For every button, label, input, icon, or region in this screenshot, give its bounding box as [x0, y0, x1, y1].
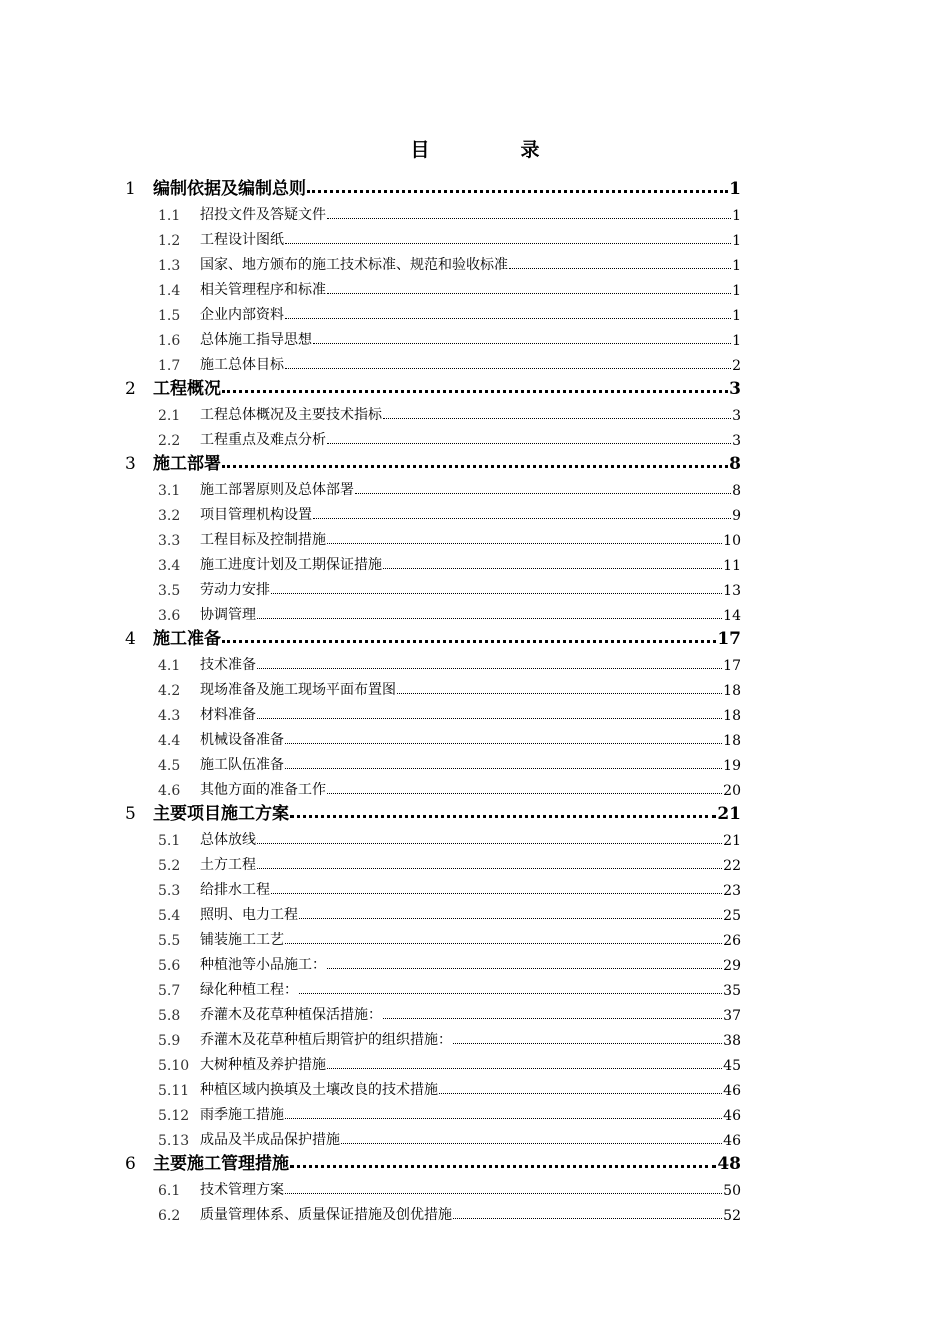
toc-entry-page-number: 1 [732, 308, 741, 324]
toc-entry-number: 3.5 [158, 583, 181, 599]
toc-entry-title: 材料准备 [200, 707, 256, 723]
toc-chapter-entry[interactable] [125, 1149, 741, 1174]
toc-dot-leader [257, 866, 722, 869]
toc-entry-page-number: 8 [729, 454, 741, 474]
toc-dot-leader [453, 1216, 722, 1219]
toc-entry-number: 1.7 [158, 358, 181, 374]
toc-entry-page-number: 26 [723, 933, 741, 949]
toc-entry-page-number: 35 [723, 983, 741, 999]
toc-entry-title: 工程目标及控制措施 [200, 532, 326, 548]
toc-section-entry[interactable] [125, 349, 741, 374]
toc-entry-page-number: 52 [723, 1208, 741, 1224]
toc-entry-page-number: 50 [723, 1183, 741, 1199]
toc-entry-title: 技术管理方案 [200, 1182, 284, 1198]
toc-entry-title: 工程设计图纸 [200, 232, 284, 248]
toc-entry-title: 照明、电力工程 [200, 907, 298, 923]
toc-dot-leader [285, 941, 722, 944]
toc-entry-number: 6 [125, 1154, 136, 1174]
toc-entry-title: 工程概况 [153, 379, 221, 399]
toc-section-entry[interactable] [125, 899, 741, 924]
toc-entry-number: 6.2 [158, 1208, 181, 1224]
toc-section-entry[interactable] [125, 274, 741, 299]
toc-entry-number: 2 [125, 379, 136, 399]
toc-dot-leader [327, 791, 722, 794]
toc-entry-title: 技术准备 [200, 657, 256, 673]
toc-section-entry[interactable] [125, 1074, 741, 1099]
toc-entry-page-number: 13 [723, 583, 741, 599]
toc-entry-number: 3.2 [158, 508, 181, 524]
toc-entry-number: 5.2 [158, 858, 181, 874]
toc-dot-leader [285, 316, 731, 319]
toc-entry-title: 工程总体概况及主要技术指标 [200, 407, 382, 423]
toc-dot-leader [257, 841, 722, 844]
toc-entry-number: 5.12 [158, 1108, 190, 1124]
toc-dot-leader [383, 566, 722, 569]
toc-dot-leader [290, 813, 716, 818]
toc-entry-title: 铺装施工工艺 [200, 932, 284, 948]
toc-entry-number: 4.4 [158, 733, 181, 749]
toc-entry-title: 种植池等小品施工： [200, 957, 326, 973]
toc-entry-title: 总体放线 [200, 832, 256, 848]
toc-entry-title: 乔灌木及花草种植后期管护的组织措施： [200, 1032, 452, 1048]
toc-entry-page-number: 17 [717, 629, 741, 649]
toc-dot-leader [327, 966, 722, 969]
toc-entry-title: 施工总体目标 [200, 357, 284, 373]
toc-entry-title: 项目管理机构设置 [200, 507, 312, 523]
toc-dot-leader [383, 416, 731, 419]
toc-section-entry[interactable] [125, 774, 741, 799]
table-of-contents [125, 174, 741, 1224]
toc-dot-leader [299, 991, 722, 994]
toc-dot-leader [222, 638, 716, 643]
toc-entry-title: 乔灌木及花草种植保活措施： [200, 1007, 382, 1023]
toc-chapter-entry[interactable] [125, 624, 741, 649]
toc-entry-title: 施工部署原则及总体部署 [200, 482, 354, 498]
toc-entry-title: 种植区域内换填及土壤改良的技术措施 [200, 1082, 438, 1098]
toc-dot-leader [222, 388, 728, 393]
page-title: 目 录 [410, 139, 576, 161]
toc-entry-title: 国家、地方颁布的施工技术标准、规范和验收标准 [200, 257, 508, 273]
toc-entry-page-number: 23 [723, 883, 741, 899]
toc-section-entry[interactable] [125, 699, 741, 724]
toc-entry-number: 5.9 [158, 1033, 181, 1049]
toc-entry-title: 大树种植及养护措施 [200, 1057, 326, 1073]
toc-section-entry[interactable] [125, 549, 741, 574]
toc-entry-number: 5.13 [158, 1133, 190, 1149]
toc-dot-leader [271, 591, 722, 594]
toc-entry-title: 现场准备及施工现场平面布置图 [200, 682, 396, 698]
toc-section-entry[interactable] [125, 999, 741, 1024]
toc-entry-page-number: 1 [732, 258, 741, 274]
toc-entry-title: 企业内部资料 [200, 307, 284, 323]
toc-entry-number: 5.10 [158, 1058, 190, 1074]
toc-dot-leader [313, 341, 731, 344]
toc-chapter-entry[interactable] [125, 174, 741, 199]
toc-section-entry[interactable] [125, 424, 741, 449]
toc-entry-title: 相关管理程序和标准 [200, 282, 326, 298]
toc-entry-page-number: 1 [732, 333, 741, 349]
toc-entry-number: 3.3 [158, 533, 181, 549]
toc-entry-page-number: 46 [723, 1083, 741, 1099]
toc-entry-title: 工程重点及难点分析 [200, 432, 326, 448]
toc-dot-leader [439, 1091, 722, 1094]
toc-entry-page-number: 3 [732, 408, 741, 424]
toc-section-entry[interactable] [125, 399, 741, 424]
toc-entry-number: 5 [125, 804, 136, 824]
toc-entry-title: 给排水工程 [200, 882, 270, 898]
toc-dot-leader [285, 366, 731, 369]
toc-entry-page-number: 22 [723, 858, 741, 874]
toc-entry-page-number: 1 [732, 233, 741, 249]
toc-entry-page-number: 48 [717, 1154, 741, 1174]
toc-entry-title: 劳动力安排 [200, 582, 270, 598]
toc-entry-number: 5.6 [158, 958, 181, 974]
toc-entry-page-number: 45 [723, 1058, 741, 1074]
toc-entry-page-number: 46 [723, 1133, 741, 1149]
toc-section-entry[interactable] [125, 924, 741, 949]
toc-dot-leader [285, 1116, 722, 1119]
toc-entry-number: 4.3 [158, 708, 181, 724]
toc-entry-page-number: 21 [723, 833, 741, 849]
toc-entry-title: 施工队伍准备 [200, 757, 284, 773]
toc-entry-number: 1 [125, 179, 136, 199]
toc-chapter-entry[interactable] [125, 449, 741, 474]
toc-dot-leader [290, 1163, 716, 1168]
toc-dot-leader [285, 241, 731, 244]
toc-entry-page-number: 20 [723, 783, 741, 799]
toc-section-entry[interactable] [125, 824, 741, 849]
toc-entry-page-number: 1 [732, 208, 741, 224]
toc-entry-number: 4.2 [158, 683, 181, 699]
toc-dot-leader [327, 291, 731, 294]
toc-dot-leader [257, 616, 722, 619]
toc-entry-number: 4.6 [158, 783, 181, 799]
toc-chapter-entry[interactable] [125, 799, 741, 824]
toc-entry-number: 5.4 [158, 908, 181, 924]
toc-section-entry[interactable] [125, 224, 741, 249]
toc-entry-page-number: 1 [732, 283, 741, 299]
toc-entry-number: 6.1 [158, 1183, 181, 1199]
toc-section-entry[interactable] [125, 749, 741, 774]
toc-section-entry[interactable] [125, 1199, 741, 1224]
toc-entry-number: 2.2 [158, 433, 181, 449]
toc-entry-number: 1.3 [158, 258, 181, 274]
toc-dot-leader [453, 1041, 722, 1044]
toc-entry-number: 3.1 [158, 483, 181, 499]
toc-chapter-entry[interactable] [125, 374, 741, 399]
toc-section-entry[interactable] [125, 1049, 741, 1074]
toc-entry-title: 成品及半成品保护措施 [200, 1132, 340, 1148]
toc-entry-page-number: 18 [723, 708, 741, 724]
toc-entry-title: 其他方面的准备工作 [200, 782, 326, 798]
toc-entry-number: 5.11 [158, 1083, 190, 1099]
toc-entry-title: 施工准备 [153, 629, 221, 649]
toc-entry-number: 1.2 [158, 233, 181, 249]
toc-section-entry[interactable] [125, 949, 741, 974]
toc-entry-title: 主要项目施工方案 [153, 804, 289, 824]
toc-section-entry[interactable] [125, 199, 741, 224]
toc-entry-page-number: 29 [723, 958, 741, 974]
toc-section-entry[interactable] [125, 499, 741, 524]
toc-section-entry[interactable] [125, 1124, 741, 1149]
toc-dot-leader [222, 463, 728, 468]
toc-entry-number: 3 [125, 454, 136, 474]
toc-entry-number: 1.6 [158, 333, 181, 349]
toc-entry-number: 4.1 [158, 658, 181, 674]
toc-entry-number: 1.1 [158, 208, 181, 224]
toc-dot-leader [313, 516, 731, 519]
toc-section-entry[interactable] [125, 674, 741, 699]
toc-entry-number: 5.5 [158, 933, 181, 949]
toc-entry-number: 4.5 [158, 758, 181, 774]
toc-dot-leader [327, 1066, 722, 1069]
toc-entry-page-number: 8 [732, 483, 741, 499]
toc-entry-title: 土方工程 [200, 857, 256, 873]
toc-section-entry[interactable] [125, 574, 741, 599]
toc-dot-leader [285, 741, 722, 744]
toc-entry-title: 编制依据及编制总则 [153, 179, 306, 199]
toc-section-entry[interactable] [125, 299, 741, 324]
toc-dot-leader [341, 1141, 722, 1144]
toc-entry-number: 5.3 [158, 883, 181, 899]
toc-entry-number: 5.1 [158, 833, 181, 849]
toc-entry-number: 3.4 [158, 558, 181, 574]
toc-dot-leader [271, 891, 722, 894]
toc-dot-leader [307, 188, 728, 193]
toc-entry-title: 绿化种植工程： [200, 982, 298, 998]
toc-dot-leader [285, 1191, 722, 1194]
toc-entry-number: 4 [125, 629, 136, 649]
toc-dot-leader [327, 216, 731, 219]
toc-section-entry[interactable] [125, 649, 741, 674]
toc-section-entry[interactable] [125, 524, 741, 549]
toc-section-entry[interactable] [125, 1174, 741, 1199]
toc-entry-number: 1.5 [158, 308, 181, 324]
toc-entry-number: 5.7 [158, 983, 181, 999]
toc-entry-number: 2.1 [158, 408, 181, 424]
toc-section-entry[interactable] [125, 724, 741, 749]
toc-section-entry[interactable] [125, 874, 741, 899]
toc-entry-title: 质量管理体系、质量保证措施及创优措施 [200, 1207, 452, 1223]
toc-entry-page-number: 17 [723, 658, 741, 674]
toc-entry-page-number: 11 [723, 558, 741, 574]
toc-entry-page-number: 25 [723, 908, 741, 924]
toc-entry-title: 主要施工管理措施 [153, 1154, 289, 1174]
toc-entry-page-number: 46 [723, 1108, 741, 1124]
toc-entry-number: 3.6 [158, 608, 181, 624]
toc-dot-leader [383, 1016, 722, 1019]
toc-dot-leader [257, 666, 722, 669]
toc-entry-page-number: 18 [723, 683, 741, 699]
toc-entry-page-number: 14 [723, 608, 741, 624]
toc-entry-title: 总体施工指导思想 [200, 332, 312, 348]
toc-dot-leader [257, 716, 722, 719]
toc-section-entry[interactable] [125, 249, 741, 274]
toc-dot-leader [285, 766, 722, 769]
toc-section-entry[interactable] [125, 474, 741, 499]
toc-section-entry[interactable] [125, 974, 741, 999]
toc-dot-leader [355, 491, 731, 494]
toc-entry-title: 招投文件及答疑文件 [200, 207, 326, 223]
toc-entry-page-number: 18 [723, 733, 741, 749]
toc-entry-title: 施工进度计划及工期保证措施 [200, 557, 382, 573]
toc-entry-page-number: 38 [723, 1033, 741, 1049]
toc-section-entry[interactable] [125, 599, 741, 624]
toc-entry-page-number: 3 [729, 379, 741, 399]
toc-dot-leader [327, 541, 722, 544]
toc-entry-title: 协调管理 [200, 607, 256, 623]
toc-entry-number: 1.4 [158, 283, 181, 299]
toc-section-entry[interactable] [125, 1099, 741, 1124]
toc-entry-page-number: 37 [723, 1008, 741, 1024]
toc-section-entry[interactable] [125, 1024, 741, 1049]
toc-entry-page-number: 1 [729, 179, 741, 199]
toc-entry-title: 施工部署 [153, 454, 221, 474]
toc-dot-leader [397, 691, 722, 694]
toc-section-entry[interactable] [125, 324, 741, 349]
toc-entry-page-number: 10 [723, 533, 741, 549]
toc-entry-title: 雨季施工措施 [200, 1107, 284, 1123]
toc-dot-leader [299, 916, 722, 919]
toc-dot-leader [509, 266, 731, 269]
toc-entry-title: 机械设备准备 [200, 732, 284, 748]
toc-entry-number: 5.8 [158, 1008, 181, 1024]
toc-entry-page-number: 9 [732, 508, 741, 524]
toc-dot-leader [327, 441, 731, 444]
toc-entry-page-number: 3 [732, 433, 741, 449]
toc-entry-page-number: 2 [732, 358, 741, 374]
toc-entry-page-number: 19 [723, 758, 741, 774]
toc-section-entry[interactable] [125, 849, 741, 874]
toc-entry-page-number: 21 [717, 804, 741, 824]
